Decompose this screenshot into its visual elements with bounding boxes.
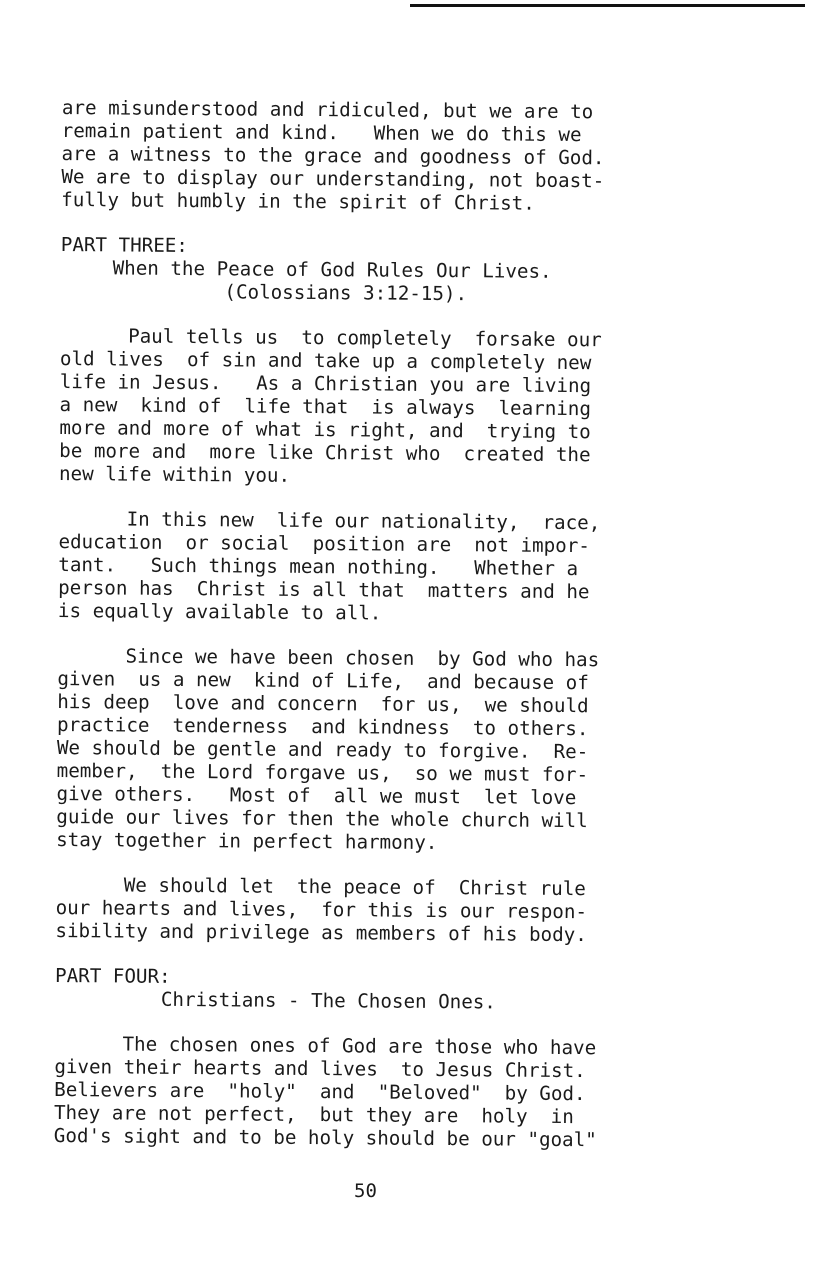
document-page: [54, 96, 712, 1174]
text-line: remain patient and kind. When we do this we: [61, 118, 582, 147]
text-line: sibility and privilege as members of his body.: [55, 918, 587, 947]
text-line: given their hearts and lives to Jesus Christ.: [54, 1054, 586, 1083]
text-line: We should let the peace of Christ rule: [123, 873, 586, 901]
paragraph: [59, 324, 710, 490]
text-line: God's sight and to be holy should be our "goal": [53, 1123, 597, 1152]
text-line: new life within you.: [58, 461, 291, 487]
text-line: The chosen ones of God are those who have: [122, 1032, 597, 1060]
text-line: our hearts and lives, for this is our respon-: [55, 895, 588, 924]
text-line: Paul tells us to completely forsake our: [128, 324, 602, 352]
page-number: 50: [354, 1180, 377, 1202]
text-line: education or social position are not impor-: [58, 529, 590, 558]
part-four-header: [55, 964, 705, 1015]
text-line: more and more of what is right, and trying to: [59, 415, 591, 444]
part-four-title: Christians - The Chosen Ones.: [160, 987, 497, 1014]
part-three-heading: PART THREE:: [60, 232, 188, 257]
text-line: tant. Such things mean nothing. Whether a: [58, 552, 579, 581]
text-line: a new kind of life that is always learning: [59, 392, 592, 421]
text-line: be more and more like Christ who created the: [59, 438, 591, 467]
text-line: guide our lives for then the whole church will: [56, 804, 588, 833]
opening-paragraph: [61, 96, 712, 216]
text-line: give others. Most of all we must let love: [56, 781, 577, 810]
paragraph: [56, 644, 708, 856]
part-three-title: When the Peace of God Rules Our Lives.: [112, 256, 552, 283]
top-rule-line: [410, 4, 805, 7]
text-line: given us a new kind of Life, and because of: [57, 666, 589, 695]
paragraph: [58, 507, 709, 627]
text-line: life in Jesus. As a Christian you are living: [59, 369, 592, 398]
text-line: Believers are "holy" and "Beloved" by God.: [54, 1077, 586, 1106]
text-line: stay together in perfect harmony.: [56, 827, 438, 854]
text-line: practice tenderness and kindness to others.: [56, 712, 589, 741]
text-line: old lives of sin and take up a completely new: [59, 346, 592, 375]
text-line: member, the Lord forgave us, so we must for-: [56, 758, 589, 787]
text-line: fully but humbly in the spirit of Christ.: [61, 187, 535, 215]
text-line: are misunderstood and ridiculed, but we are to: [61, 96, 594, 124]
text-line: person has Christ is all that matters and he: [58, 575, 590, 604]
text-line: We are to display our understanding, not boast-: [61, 164, 605, 193]
text-line: his deep love and concern for us, we should: [57, 689, 589, 718]
text-line: They are not perfect, but they are holy in: [53, 1100, 574, 1129]
text-line: Since we have been chosen by God who has: [125, 644, 600, 672]
text-line: are a witness to the grace and goodness of God.: [61, 141, 605, 170]
paragraph: [55, 873, 706, 947]
paragraph: [54, 1032, 705, 1152]
part-three-header: [60, 233, 711, 307]
part-four-heading: PART FOUR:: [55, 963, 171, 988]
text-line: We should be gentle and ready to forgive. Re-: [56, 735, 589, 764]
text-line: is equally available to all.: [57, 598, 382, 625]
text-line: In this new life our nationality, race,: [126, 507, 601, 535]
part-three-reference: (Colossians 3:12-15).: [224, 280, 468, 306]
